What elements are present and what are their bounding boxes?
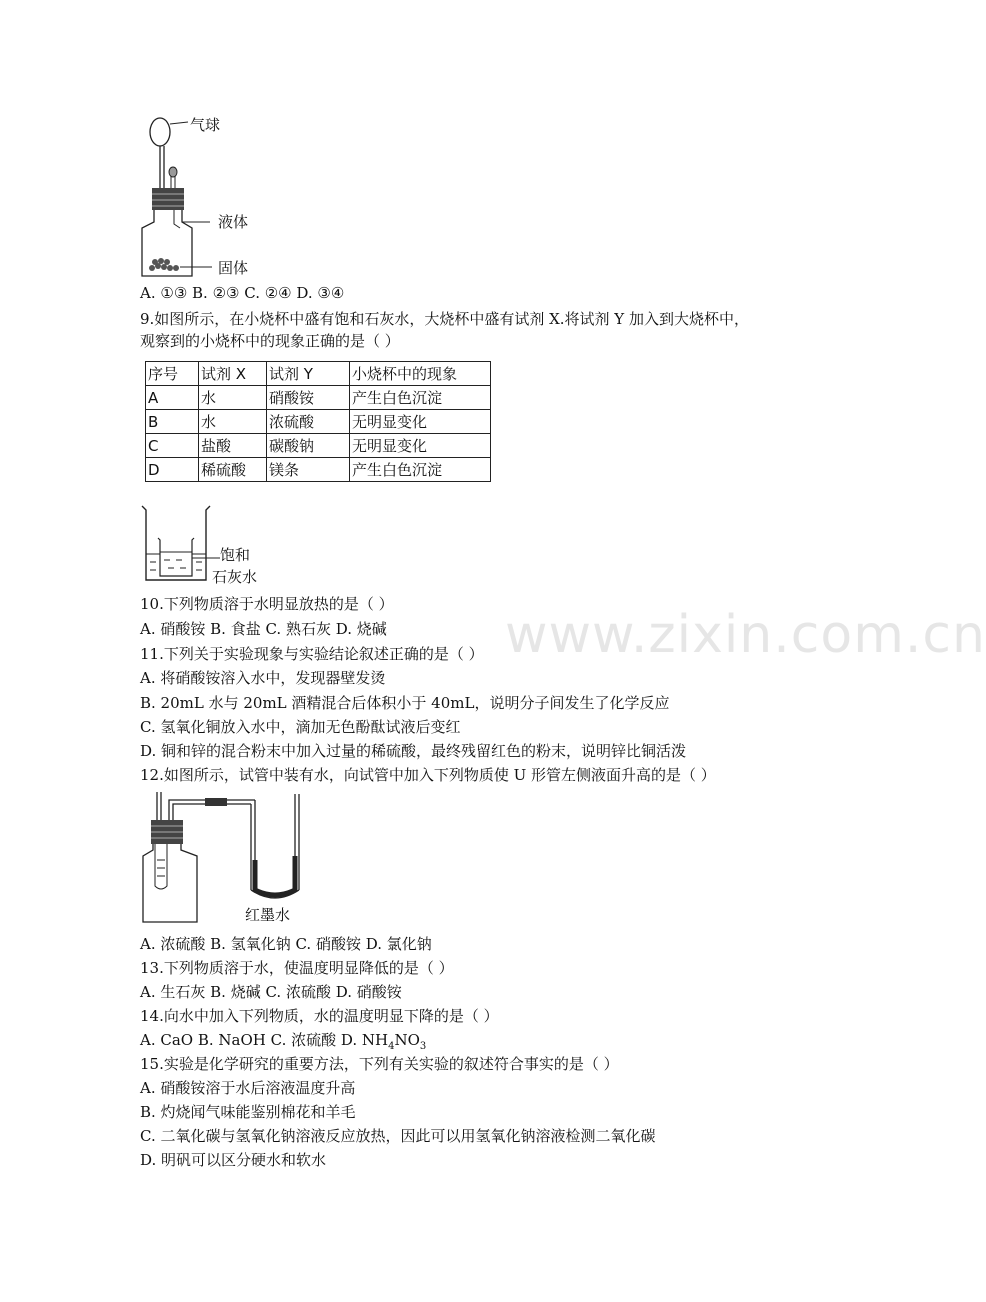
table-cell: D	[146, 458, 199, 482]
table-cell: 无明显变化	[350, 410, 491, 434]
q10-stem: 10.下列物质溶于水明显放热的是（ ）	[140, 595, 394, 613]
q11-option-b: B. 20mL 水与 20mL 酒精混合后体积小于 40mL，说明分子间发生了化学反应	[140, 694, 670, 712]
table-cell: 水	[199, 410, 267, 434]
q15-option-b: B. 灼烧闻气味能鉴别棉花和羊毛	[140, 1103, 356, 1121]
liquid-label: 液体	[218, 213, 249, 231]
table-cell: 无明显变化	[350, 434, 491, 458]
q8-options: A. ①③ B. ②③ C. ②④ D. ③④	[140, 284, 345, 302]
balloon-label: 气球	[190, 116, 221, 134]
q9-stem-line1: 9.如图所示，在小烧杯中盛有饱和石灰水，大烧杯中盛有试剂 X.将试剂 Y 加入到大烧杯中，	[140, 310, 749, 328]
q14-options-prefix: A. CaO B. NaOH C. 浓硫酸 D. NH	[140, 1031, 389, 1049]
q15-option-a: A. 硝酸铵溶于水后溶液温度升高	[140, 1079, 356, 1097]
u-tube-figure	[135, 790, 315, 926]
q11-option-d: D. 铜和锌的混合粉末中加入过量的稀硫酸，最终残留红色的粉末，说明锌比铜活泼	[140, 742, 687, 760]
table-cell: 产生白色沉淀	[350, 386, 491, 410]
table-cell: 产生白色沉淀	[350, 458, 491, 482]
watermark: www.zixin.com.cn	[505, 605, 986, 665]
table-cell: B	[146, 410, 199, 434]
table-row	[146, 410, 491, 434]
table-cell: A	[146, 386, 199, 410]
q9-table	[145, 361, 491, 482]
subscript-4: 4	[388, 1041, 395, 1052]
table-cell: 水	[199, 386, 267, 410]
q14-stem: 14.向水中加入下列物质，水的温度明显下降的是（ ）	[140, 1007, 499, 1025]
q13-stem: 13.下列物质溶于水，使温度明显降低的是（ ）	[140, 959, 454, 977]
table-row	[146, 434, 491, 458]
saturated-label: 饱和	[220, 546, 251, 564]
q11-option-a: A. 将硝酸铵溶入水中，发现器壁发烫	[140, 669, 386, 687]
table-header-cell: 试剂 X	[199, 362, 267, 386]
table-cell: 硝酸铵	[267, 386, 350, 410]
q15-stem: 15.实验是化学研究的重要方法，下列有关实验的叙述符合事实的是（ ）	[140, 1055, 619, 1073]
q11-stem: 11.下列关于实验现象与实验结论叙述正确的是（ ）	[140, 645, 484, 663]
q12-stem: 12.如图所示，试管中装有水，向试管中加入下列物质使 U 形管左侧液面升高的是（ ）	[140, 766, 716, 784]
q13-options: A. 生石灰 B. 烧碱 C. 浓硫酸 D. 硝酸铵	[140, 983, 402, 1001]
table-header-row	[146, 362, 491, 386]
table-cell: 浓硫酸	[267, 410, 350, 434]
balloon-flask-figure	[130, 110, 280, 280]
beaker-figure	[138, 502, 278, 588]
table-header-cell: 试剂 Y	[267, 362, 350, 386]
table-header-cell: 序号	[146, 362, 199, 386]
q15-option-c: C. 二氧化碳与氢氧化钠溶液反应放热，因此可以用氢氧化钠溶液检测二氧化碳	[140, 1127, 656, 1145]
limewater-label: 石灰水	[212, 568, 258, 586]
table-header-cell: 小烧杯中的现象	[350, 362, 491, 386]
table-cell: C	[146, 434, 199, 458]
q9-stem-line2: 观察到的小烧杯中的现象正确的是（ ）	[140, 332, 400, 350]
table-cell: 碳酸钠	[267, 434, 350, 458]
q14-options-mid: NO	[394, 1031, 420, 1049]
table-row	[146, 386, 491, 410]
table-cell: 盐酸	[199, 434, 267, 458]
q12-options: A. 浓硫酸 B. 氢氧化钠 C. 硝酸铵 D. 氯化钠	[140, 935, 432, 953]
q11-option-c: C. 氢氧化铜放入水中，滴加无色酚酞试液后变红	[140, 718, 461, 736]
q14-options	[140, 1030, 426, 1057]
solid-label: 固体	[218, 259, 249, 277]
table-cell: 稀硫酸	[199, 458, 267, 482]
q15-option-d: D. 明矾可以区分硬水和软水	[140, 1151, 327, 1169]
table-row	[146, 458, 491, 482]
subscript-3: 3	[419, 1041, 427, 1052]
q10-options: A. 硝酸铵 B. 食盐 C. 熟石灰 D. 烧碱	[140, 620, 387, 638]
table-cell: 镁条	[267, 458, 350, 482]
red-ink-label: 红墨水	[245, 906, 291, 924]
